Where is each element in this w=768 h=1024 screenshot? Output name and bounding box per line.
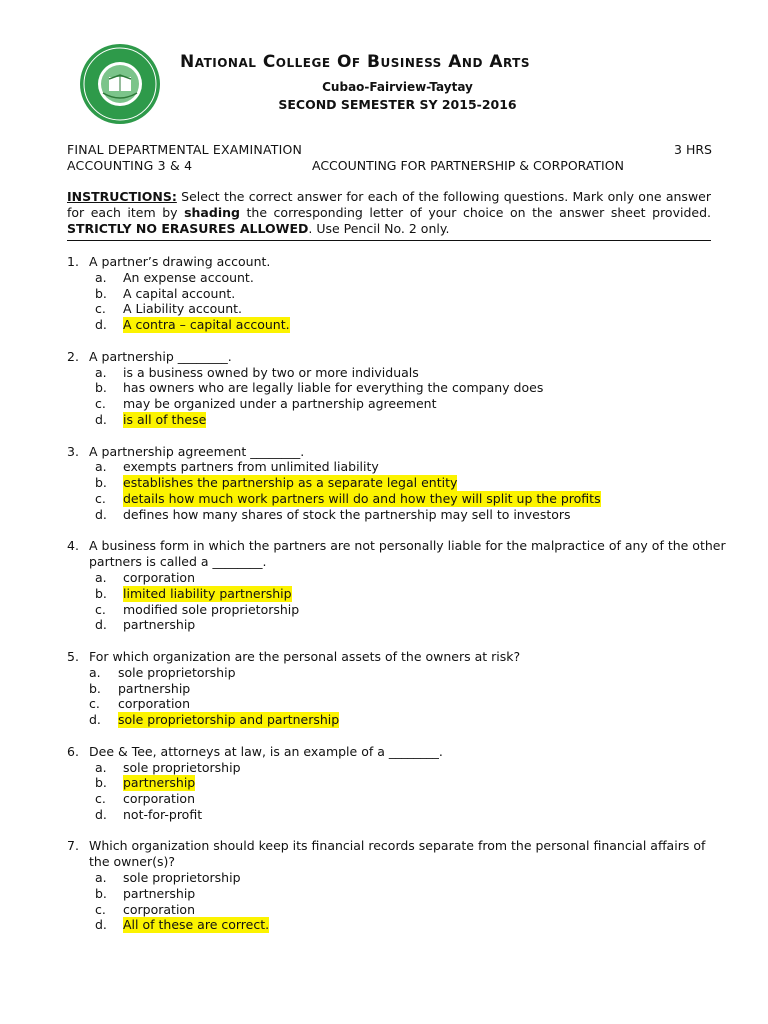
instructions-label: INSTRUCTIONS:	[67, 189, 177, 204]
instructions-block	[67, 189, 711, 241]
option-text: has owners who are legally liable for everything the company does	[123, 380, 544, 396]
answer-option	[67, 491, 727, 507]
option-letter: a.	[89, 664, 101, 680]
answer-option	[67, 870, 727, 886]
answer-option	[67, 917, 727, 933]
option-text: corporation	[123, 569, 195, 585]
option-letter: d.	[95, 617, 107, 633]
answer-option	[67, 570, 727, 586]
option-letter: a.	[95, 870, 107, 886]
instructions-strict: STRICTLY NO ERASURES ALLOWED	[67, 221, 309, 236]
option-text: partnership	[123, 617, 196, 633]
answer-option	[67, 696, 727, 712]
exam-title: FINAL DEPARTMENTAL EXAMINATION	[67, 142, 303, 157]
question-text: A partnership agreement ________.	[89, 443, 305, 459]
answer-option	[67, 380, 727, 396]
answer-option	[67, 807, 727, 823]
option-letter: d.	[95, 411, 107, 427]
answer-option	[67, 270, 727, 286]
question-number: 6.	[67, 743, 79, 759]
answer-option	[67, 712, 727, 728]
instructions-text-3: . Use Pencil No. 2 only.	[308, 221, 450, 236]
option-letter: d.	[95, 506, 107, 522]
highlighted-answer-text: limited liability partnership	[123, 585, 292, 601]
answer-option	[67, 459, 727, 475]
course-code: ACCOUNTING 3 & 4	[67, 158, 193, 173]
course-subject: ACCOUNTING FOR PARTNERSHIP & CORPORATION	[312, 158, 624, 173]
highlighted-answer-text: A contra – capital account.	[123, 317, 290, 333]
answer-option	[67, 602, 727, 618]
option-text: exempts partners from unlimited liability	[123, 459, 379, 475]
option-text: A Liability account.	[123, 301, 243, 317]
option-letter: d.	[95, 917, 107, 933]
option-letter: b.	[95, 585, 107, 601]
option-letter: d.	[95, 317, 107, 333]
question-number: 7.	[67, 838, 79, 854]
exam-duration: 3 HRS	[674, 142, 712, 157]
option-text: corporation	[118, 696, 190, 712]
option-letter: c.	[89, 696, 100, 712]
answer-option	[67, 760, 727, 776]
answer-option	[67, 617, 727, 633]
question-item	[67, 838, 727, 933]
option-letter: a.	[95, 759, 107, 775]
option-text: partnership	[118, 680, 191, 696]
option-letter: c.	[95, 601, 106, 617]
answer-option	[67, 412, 727, 428]
option-text: corporation	[123, 901, 195, 917]
option-letter: b.	[95, 475, 107, 491]
answer-option	[67, 365, 727, 381]
answer-option	[67, 507, 727, 523]
option-letter: b.	[95, 380, 107, 396]
option-text: is a business owned by two or more individuals	[123, 364, 419, 380]
question-item	[67, 538, 727, 633]
option-letter: b.	[89, 680, 101, 696]
answer-option	[67, 475, 727, 491]
question-text: A partner’s drawing account.	[89, 254, 271, 269]
option-text: defines how many shares of stock the partnership may sell to investors	[123, 506, 571, 522]
option-letter: a.	[95, 364, 107, 380]
question-text: Which organization should keep its financial records separate from the personal financial affairs of the owner(s)?	[89, 838, 706, 870]
instructions-text-2: the corresponding letter of your choice on the answer sheet provided.	[239, 205, 711, 220]
option-text: may be organized under a partnership agreement	[123, 396, 437, 412]
answer-option	[67, 681, 727, 697]
highlighted-answer-text: establishes the partnership as a separate legal entity	[123, 475, 458, 491]
highlighted-answer-text: partnership	[123, 775, 196, 791]
instructions-shading: shading	[184, 205, 240, 220]
question-item	[67, 254, 727, 333]
option-letter: a.	[95, 459, 107, 475]
option-text: sole proprietorship	[123, 759, 241, 775]
school-name: National College Of Business And Arts	[180, 52, 531, 72]
option-letter: d.	[95, 806, 107, 822]
option-letter: d.	[89, 712, 101, 728]
answer-option	[67, 586, 727, 602]
instructions-text-1: Select the correct answer for each of the following questions. Mark only one answer for each item by	[67, 189, 711, 220]
option-letter: c.	[95, 901, 106, 917]
answer-option	[67, 886, 727, 902]
question-text: A partnership ________.	[89, 348, 232, 364]
question-number: 5.	[67, 648, 79, 664]
option-letter: c.	[95, 490, 106, 506]
highlighted-answer-text: All of these are correct.	[123, 917, 270, 933]
answer-option	[67, 301, 727, 317]
answer-option	[67, 396, 727, 412]
answer-option	[67, 317, 727, 333]
highlighted-answer-text: sole proprietorship and partnership	[118, 712, 340, 728]
semester-label: SECOND SEMESTER SY 2015-2016	[278, 97, 517, 112]
highlighted-answer-text: details how much work partners will do and how they will split up the profits	[123, 490, 601, 506]
option-text: modified sole proprietorship	[123, 601, 300, 617]
question-number: 2.	[67, 348, 79, 364]
answer-option	[67, 791, 727, 807]
question-item	[67, 444, 727, 523]
option-letter: b.	[95, 885, 107, 901]
option-text: A capital account.	[123, 285, 236, 301]
option-letter: c.	[95, 396, 106, 412]
question-item	[67, 649, 727, 728]
option-letter: a.	[95, 569, 107, 585]
answer-option	[67, 665, 727, 681]
question-number: 3.	[67, 443, 79, 459]
option-letter: a.	[95, 269, 107, 285]
option-letter: c.	[95, 791, 106, 807]
answer-option	[67, 286, 727, 302]
option-text: partnership	[123, 885, 196, 901]
question-item	[67, 349, 727, 428]
question-item	[67, 744, 727, 823]
answer-option	[67, 902, 727, 918]
question-number: 1.	[67, 254, 79, 269]
answer-option	[67, 775, 727, 791]
question-text: For which organization are the personal assets of the owners at risk?	[89, 648, 521, 664]
option-letter: b.	[95, 285, 107, 301]
option-text: not-for-profit	[123, 806, 203, 822]
highlighted-answer-text: is all of these	[123, 411, 207, 427]
option-text: An expense account.	[123, 269, 254, 285]
option-text: corporation	[123, 791, 195, 807]
option-text: sole proprietorship	[118, 664, 236, 680]
question-text: A business form in which the partners are not personally liable for the malpractice of any of the other partners is called a ________.	[89, 538, 726, 570]
option-letter: c.	[95, 301, 106, 317]
question-text: Dee & Tee, attorneys at law, is an example of a ________.	[89, 743, 443, 759]
question-list	[67, 254, 727, 949]
campus-locations: Cubao-Fairview-Taytay	[322, 80, 473, 94]
option-letter: b.	[95, 775, 107, 791]
question-number: 4.	[67, 538, 79, 554]
option-text: sole proprietorship	[123, 870, 241, 886]
